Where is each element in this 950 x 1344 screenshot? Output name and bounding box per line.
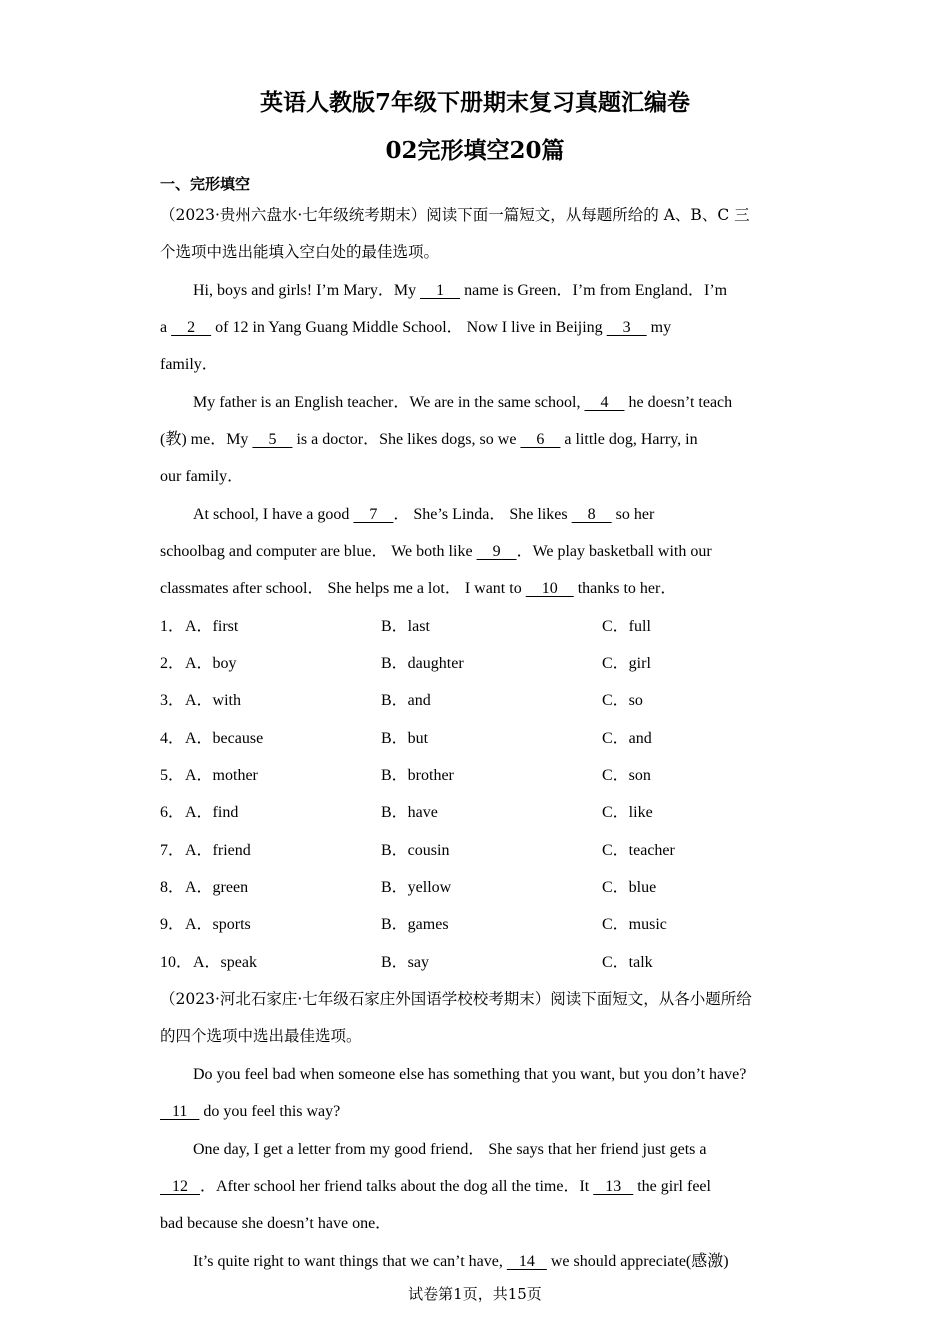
option-c: C．and [602,730,652,747]
option-a: A．find [185,804,239,821]
passage1-line: schoolbag and computer are blue． We both like 9 ．We play basketball with our [160,543,712,560]
blank-1: 1 [420,282,461,299]
option-a: A．with [185,692,242,709]
question-number: 10． [160,954,193,971]
option-a: A．boy [185,655,237,672]
blank-7: 7 [353,506,394,523]
page-footer: 试卷第1页，共15页 [408,1285,542,1303]
option-c: C．like [602,804,653,821]
question-number: 2． [160,655,185,672]
passage2-line: It’s quite right to want things that we can’t have, 14 we should appreciate(感激) [193,1253,729,1270]
option-a: A．green [185,879,249,896]
page-title: 英语人教版7年级下册期末复习真题汇编卷 [259,89,690,116]
blank-14: 14 [506,1253,547,1270]
blank-13: 13 [593,1178,634,1195]
blank-9: 9 [476,543,517,560]
option-c: C．so [602,692,643,709]
option-b: B．last [381,618,430,635]
question-number: 8． [160,879,185,896]
passage1-line: a 2 of 12 in Yang Guang Middle School． Now I live in Beijing 3 my [160,319,672,336]
passage1-source-line1: （2023·贵州六盘水·七年级统考期末）阅读下面一篇短文，从每题所给的 A、B、C 三 [160,206,750,224]
blank-6: 6 [520,431,561,448]
blank-12: 12 [160,1178,200,1195]
option-b: B．have [381,804,438,821]
passage1-line: Hi, boys and girls! I’m Mary．My 1 name is Green．I’m from England．I’m [193,282,728,299]
option-a: A．friend [185,842,251,859]
blank-10: 10 [525,580,574,597]
blank-8: 8 [571,506,612,523]
question-number: 1． [160,618,185,635]
question-number: 3． [160,692,185,709]
option-b: B．but [381,730,429,747]
option-b: B．daughter [381,655,464,672]
option-c: C．full [602,618,651,635]
passage1-line: My father is an English teacher．We are in the same school, 4 he doesn’t teach [193,394,733,411]
blank-4: 4 [584,394,625,411]
page-subtitle: 02完形填空20篇 [385,137,565,164]
blank-11: 11 [160,1103,200,1120]
option-c: C．blue [602,879,657,896]
passage2-source-line1: （2023·河北石家庄·七年级石家庄外国语学校校考期末）阅读下面短文，从各小题所给 [160,990,752,1008]
option-b: B．and [381,692,431,709]
option-c: C．talk [602,954,653,971]
option-b: B．yellow [381,879,452,896]
question-number: 6． [160,804,185,821]
option-a: A．sports [185,916,251,933]
option-b: B．games [381,916,449,933]
blank-3: 3 [606,319,647,336]
passage1-line: our family． [160,468,244,485]
passage2-line: 12 ．After school her friend talks about the dog all the time．It 13 the girl feel [160,1178,711,1195]
option-b: B．say [381,954,430,971]
option-c: C．girl [602,655,651,672]
blank-2: 2 [171,319,212,336]
question-number: 9． [160,916,185,933]
passage2-line: bad because she doesn’t have one． [160,1215,392,1232]
option-c: C．teacher [602,842,675,859]
passage1-source-line2: 个选项中选出能填入空白处的最佳选项。 [160,243,440,261]
question-number: 4． [160,730,185,747]
option-c: C．music [602,916,667,933]
option-b: B．brother [381,767,454,784]
option-a: A．speak [193,954,257,971]
passage1-line: At school, I have a good 7 ． She’s Linda． She likes 8 so her [193,506,655,523]
option-a: A．because [185,730,264,747]
passage1-line: (教) me．My 5 is a doctor．She likes dogs, so we 6 a little dog, Harry, in [160,431,698,448]
passage2-line: One day, I get a letter from my good friend． She says that her friend just gets a [193,1141,707,1158]
option-a: A．first [185,618,239,635]
passage1-line: family． [160,356,218,373]
passage2-line: Do you feel bad when someone else has something that you want, but you don’t have? [193,1066,747,1083]
blank-5: 5 [252,431,293,448]
option-b: B．cousin [381,842,450,859]
option-a: A．mother [185,767,258,784]
section-heading: 一、完形填空 [160,175,251,193]
question-number: 5． [160,767,185,784]
passage1-line: classmates after school． She helps me a lot． I want to 10 thanks to her． [160,580,677,597]
passage2-source-line2: 的四个选项中选出最佳选项。 [160,1027,362,1045]
option-c: C．son [602,767,651,784]
passage2-line: 11 do you feel this way? [160,1103,341,1120]
question-number: 7． [160,842,185,859]
